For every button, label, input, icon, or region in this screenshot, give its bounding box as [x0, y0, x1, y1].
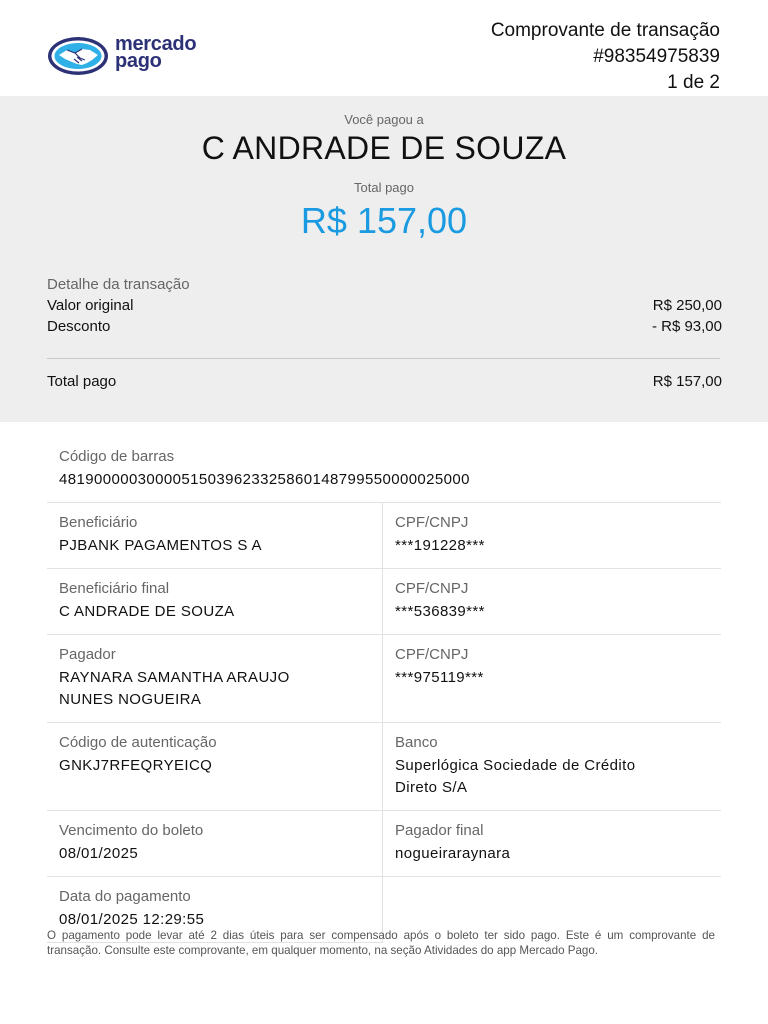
field-value: nogueiraraynara — [395, 845, 511, 862]
page-indicator: 1 de 2 — [667, 72, 720, 93]
field-value — [59, 667, 370, 711]
field-label: Código de autenticação — [59, 734, 217, 751]
field-label: CPF/CNPJ — [395, 514, 469, 531]
handshake-icon — [47, 36, 109, 76]
total-paid-label: Total pago — [354, 180, 414, 195]
field-label: Data do pagamento — [59, 888, 191, 905]
transaction-detail-title: Detalhe da transação — [47, 276, 190, 293]
field-value: ***536839*** — [395, 603, 485, 620]
field-value — [395, 755, 709, 799]
field-label: Código de barras — [59, 448, 175, 465]
barcode-number: 48190000030000515039623325860148799550000025000 — [59, 471, 470, 488]
beneficiary-document-field — [383, 503, 721, 568]
field-value-line: NUNES NOGUEIRA — [59, 691, 202, 708]
table-row — [47, 723, 721, 811]
field-value: ***191228*** — [395, 537, 485, 554]
receipt-title: Comprovante de transação — [490, 20, 720, 41]
payee-name: C ANDRADE DE SOUZA — [201, 130, 567, 166]
field-value: PJBANK PAGAMENTOS S A — [59, 537, 262, 554]
detail-label: Total pago — [47, 373, 117, 390]
footnote: O pagamento pode levar até 2 dias úteis para ser compensado após o boleto ter sido pago. Este é um comprovante de transação. Consulte este comprovante, em qualquer momento, na seção Atividades do app Mercado Pago. — [47, 929, 715, 957]
final-beneficiary-document-field — [383, 569, 721, 634]
field-label: Banco — [395, 734, 438, 751]
field-value: 08/01/2025 — [59, 845, 139, 862]
field-value: 08/01/2025 12:29:55 — [59, 911, 205, 928]
field-label: Beneficiário final — [59, 580, 170, 597]
authentication-code-field — [47, 723, 383, 810]
due-date-field — [47, 811, 383, 876]
total-paid-amount: R$ 157,00 — [300, 200, 468, 241]
field-value: GNKJ7RFEQRYEICQ — [59, 757, 213, 774]
field-label: Vencimento do boleto — [59, 822, 204, 839]
table-row — [47, 635, 721, 723]
detail-label: Desconto — [47, 318, 111, 335]
logo-word-pago: pago — [115, 50, 162, 72]
field-label: CPF/CNPJ — [395, 646, 469, 663]
detail-value: R$ 250,00 — [652, 297, 722, 314]
detail-value: - R$ 93,00 — [651, 318, 722, 335]
bank-field — [383, 723, 721, 810]
table-row — [47, 569, 721, 635]
mercado-pago-logo — [47, 33, 217, 76]
field-label: Pagador final — [395, 822, 484, 839]
payment-details-table — [47, 437, 721, 943]
payment-summary — [0, 96, 768, 422]
detail-row-discount — [47, 318, 722, 335]
table-row — [47, 811, 721, 877]
logo-wordmark — [115, 33, 197, 72]
detail-value: R$ 157,00 — [652, 373, 722, 390]
payer-document-field — [383, 635, 721, 722]
payer-field — [47, 635, 383, 722]
logo-word-mercado: mercado — [115, 33, 197, 55]
detail-row-original-value — [47, 297, 722, 314]
field-label: Pagador — [59, 646, 116, 663]
detail-label: Valor original — [47, 297, 134, 314]
final-payer-field — [383, 811, 721, 876]
divider — [47, 358, 720, 359]
field-value: C ANDRADE DE SOUZA — [59, 603, 235, 620]
field-value-line: RAYNARA SAMANTHA ARAUJO — [59, 669, 290, 686]
detail-row-total — [47, 373, 722, 390]
field-value-line: Superlógica Sociedade de Crédito — [395, 757, 636, 774]
final-beneficiary-field — [47, 569, 383, 634]
receipt-header — [491, 18, 720, 96]
field-value-line: Direto S/A — [395, 779, 468, 796]
field-value: ***975119*** — [395, 669, 484, 686]
beneficiary-field — [47, 503, 383, 568]
field-label: Beneficiário — [59, 514, 138, 531]
field-label: CPF/CNPJ — [395, 580, 469, 597]
paid-to-label: Você pagou a — [344, 112, 424, 127]
table-row — [47, 503, 721, 569]
barcode-field — [47, 437, 721, 503]
transaction-id: #98354975839 — [593, 46, 720, 67]
